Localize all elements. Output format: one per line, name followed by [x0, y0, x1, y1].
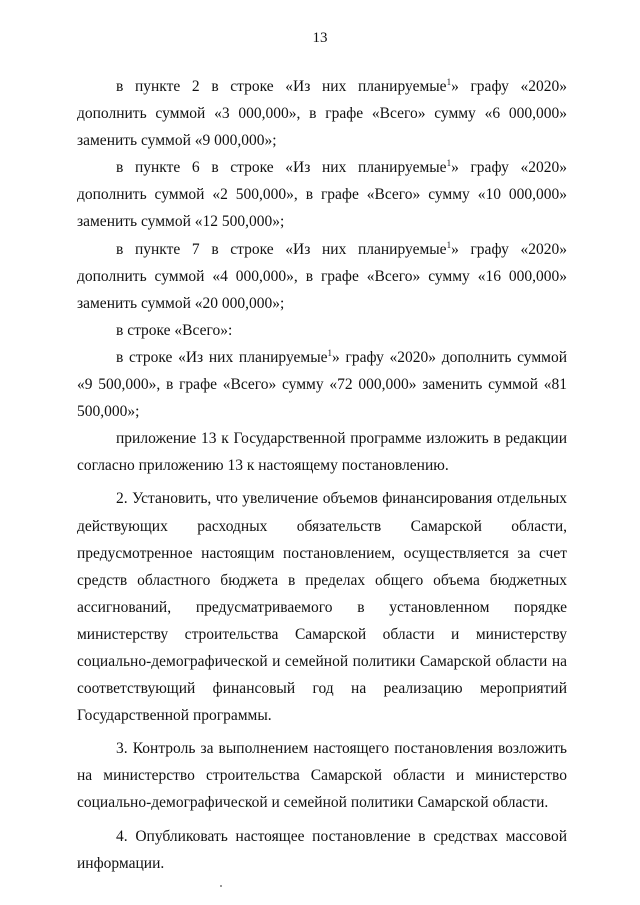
paragraph-text: в строке «Из них планируемые: [116, 348, 328, 366]
footnote-marker: 1: [327, 347, 332, 358]
footnote-marker: 1: [446, 77, 452, 87]
paragraph-text: в пункте 2 в строке «Из них планируемые: [116, 78, 447, 95]
paragraph-total-header: в строке «Всего»:: [116, 321, 233, 339]
document-body: [77, 73, 567, 877]
paragraph-item-2: [77, 73, 567, 154]
scan-artifact-dot: [220, 885, 222, 887]
clause-3: 3. Контроль за выполнением настоящего постановления возложить на министерство строительства Самарской области и министерство социально-демографической и семейной политики Самарской области.: [77, 740, 567, 812]
paragraph-item-6: [77, 154, 567, 235]
paragraph-text: » графу «2020» дополнить суммой «9 500,000», в графе «Всего» сумму «72 000,000» заменить суммой «81 500,000»;: [77, 348, 567, 421]
paragraph-text: » графу «2020» дополнить суммой «3 000,000», в графе «Всего» сумму «6 000,000» заменить суммой «9 000,000»;: [77, 78, 567, 150]
clause-4: 4. Опубликовать настоящее постановление в средствах массовой информации.: [77, 827, 567, 872]
footnote-marker: 1: [446, 239, 452, 250]
paragraph-text: в пункте 7 в строке «Из них планируемые: [116, 240, 447, 258]
paragraph-text: » графу «2020» дополнить суммой «4 000,000», в графе «Всего» сумму «16 000,000» заменить суммой «20 000,000»;: [77, 240, 567, 312]
paragraph-text: » графу «2020» дополнить суммой «2 500,000», в графе «Всего» сумму «10 000,000» заменить суммой «12 500,000»;: [77, 159, 567, 231]
footnote-marker: 1: [446, 158, 452, 169]
clause-2: 2. Установить, что увеличение объемов финансирования отдельных действующих расходных обязательств Самарской области, предусмотренное настоящим постановлением, осуществляется за счет средств областного бюджета в пределах общего объема бюджетных ассигнований, предусматриваемого в установленном порядке министерству строительства Самарской области и министерству социально-демографической и семейной политики Самарской области на соответствующий финансовый год на реализацию мероприятий Государственной программы.: [77, 490, 567, 725]
page-number: 13: [312, 30, 328, 46]
paragraph-item-7: [77, 236, 567, 317]
paragraph-total-row: [77, 344, 567, 425]
paragraph-appendix-13: приложение 13 к Государственной программе изложить в редакции согласно приложению 13 к настоящему постановлению.: [77, 430, 567, 475]
paragraph-text: в пункте 6 в строке «Из них планируемые: [116, 159, 447, 177]
